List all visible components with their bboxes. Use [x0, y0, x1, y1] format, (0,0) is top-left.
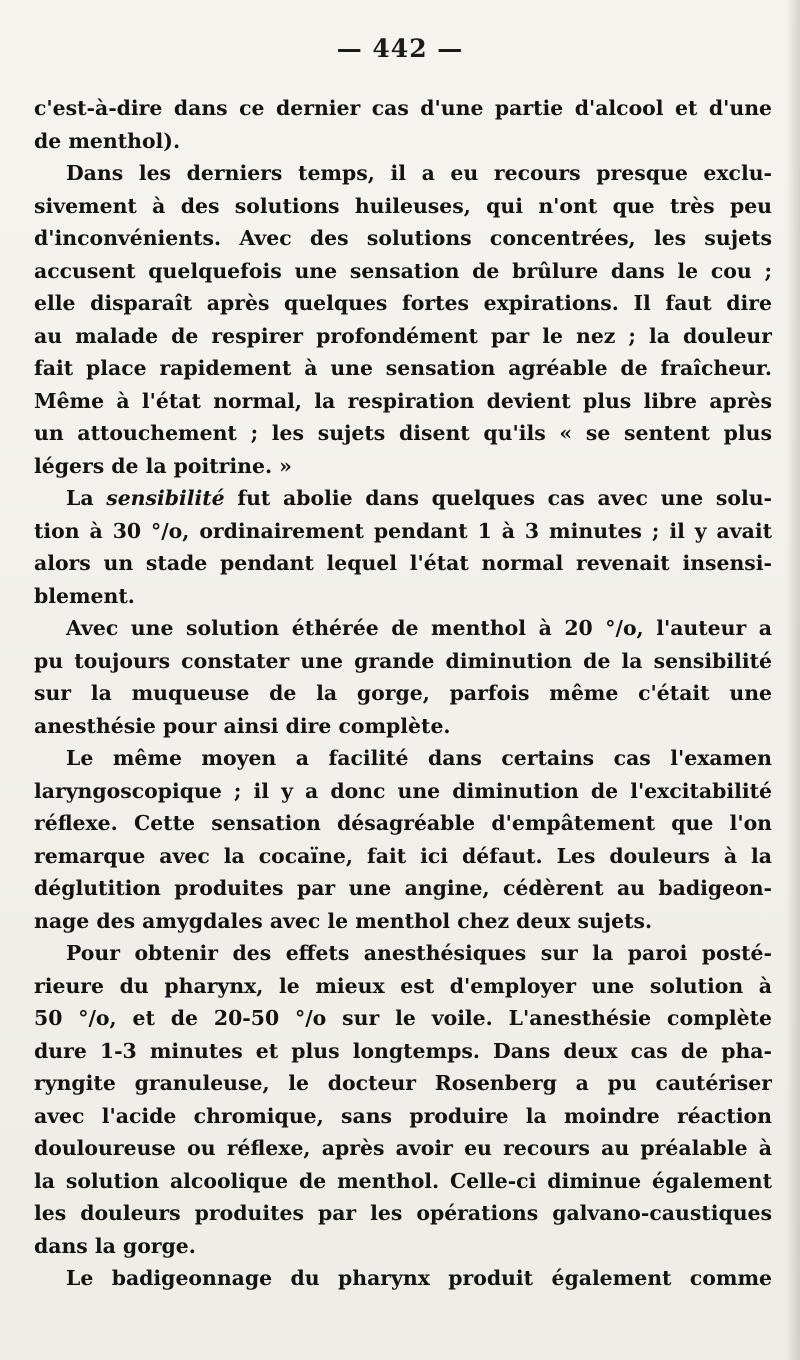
text-segment: fut abolie dans quelques cas avec une solu-: [224, 486, 772, 510]
text-line: Pour obtenir des effets anesthésiques sur la paroi posté-: [66, 941, 772, 965]
page-edge-shadow: [786, 0, 800, 1360]
text-line: sivement à des solutions huileuses, qui n'ont que très peu: [34, 193, 772, 218]
text-line: accusent quelquefois une sensation de brûlure dans le cou ;: [34, 258, 772, 283]
text-line: Le même moyen a facilité dans certains cas l'examen: [66, 746, 772, 770]
emphasized-word: sensibilité: [106, 486, 225, 510]
page-number: — 442 —: [336, 34, 464, 63]
text-line: Même à l'état normal, la respiration devient plus libre après: [34, 388, 772, 413]
text-line: laryngoscopique ; il y a donc une diminution de l'excitabilité: [34, 778, 772, 803]
text-line: 50 °/o, et de 20-50 °/o sur le voile. L'anesthésie complète: [34, 1006, 772, 1030]
text-line: blement.: [34, 583, 135, 608]
text-line: au malade de respirer profondément par le nez ; la douleur: [34, 323, 772, 348]
text-line: un attouchement ; les sujets disent qu'ils « se sentent plus: [34, 421, 772, 445]
text-line: c'est-à-dire dans ce dernier cas d'une partie d'alcool et d'une: [34, 96, 772, 120]
text-line: pu toujours constater une grande diminution de la sensibilité: [34, 648, 772, 673]
text-line: Avec une solution éthérée de menthol à 20 °/o, l'auteur a: [66, 616, 772, 640]
text-line: réflexe. Cette sensation désagréable d'empâtement que l'on: [34, 811, 772, 835]
text-line: Dans les derniers temps, il a eu recours presque exclu-: [66, 161, 772, 185]
text-line: avec l'acide chromique, sans produire la moindre réaction: [34, 1103, 772, 1128]
text-line: ryngite granuleuse, le docteur Rosenberg a pu cautériser: [34, 1071, 772, 1095]
text-line: remarque avec la cocaïne, fait ici défaut. Les douleurs à la: [34, 843, 772, 868]
text-segment: La: [66, 486, 107, 510]
text-line: dans la gorge.: [34, 1233, 196, 1258]
text-line: alors un stade pendant lequel l'état normal revenait insensi-: [34, 551, 772, 575]
text-line: la solution alcoolique de menthol. Celle-ci diminue également: [34, 1168, 772, 1193]
text-line: [34, 482, 772, 515]
text-line: dure 1-3 minutes et plus longtemps. Dans deux cas de pha-: [34, 1038, 772, 1063]
text-line: d'inconvénients. Avec des solutions concentrées, les sujets: [34, 226, 772, 250]
text-line: de menthol).: [34, 128, 181, 153]
text-line: fait place rapidement à une sensation agréable de fraîcheur.: [34, 356, 772, 380]
text-line: légers de la poitrine. »: [34, 453, 292, 478]
text-line: déglutition produites par une angine, cédèrent au badigeon-: [34, 876, 772, 900]
text-line: sur la muqueuse de la gorge, parfois même c'était une: [34, 681, 772, 705]
text-line: nage des amygdales avec le menthol chez deux sujets.: [34, 908, 653, 933]
text-line: douloureuse ou réflexe, après avoir eu recours au préalable à: [34, 1136, 772, 1160]
text-line: Le badigeonnage du pharynx produit également comme: [66, 1266, 772, 1290]
text-line: les douleurs produites par les opérations galvano-caustiques: [34, 1201, 772, 1225]
text-line: rieure du pharynx, le mieux est d'employer une solution à: [34, 973, 772, 998]
body-text: [34, 92, 772, 1295]
text-line: tion à 30 °/o, ordinairement pendant 1 à 3 minutes ; il y avait: [34, 518, 772, 543]
text-line: elle disparaît après quelques fortes expirations. Il faut dire: [34, 291, 772, 315]
text-line: anesthésie pour ainsi dire complète.: [34, 713, 451, 738]
